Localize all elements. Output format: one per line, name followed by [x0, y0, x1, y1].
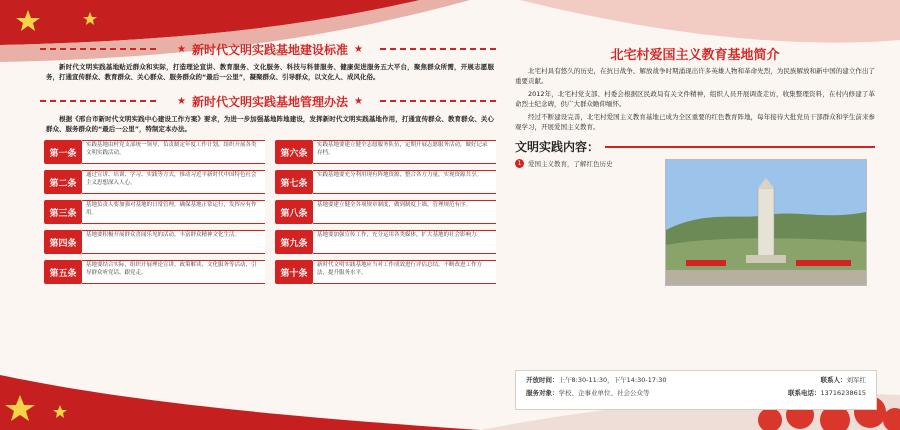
title-text: 新时代文明实践基地建设标准 — [191, 42, 348, 57]
rule-text: 基地负责人要加强对基地的日常管理，确保基地正常运行，发挥应有作用。 — [82, 200, 265, 224]
right-panel — [515, 40, 875, 410]
rule-tag: 第二条 — [44, 170, 82, 194]
rule-item — [44, 140, 265, 164]
title-decoration-right — [380, 48, 500, 50]
list-item — [515, 159, 655, 168]
intro-paragraph: 北宅村具有悠久的历史，在抗日战争、解放战争时期涌现出许多英雄人物和革命先烈，为民族解放和新中国的建立作出了重要贡献。 — [515, 67, 875, 85]
rule-item — [275, 260, 496, 284]
memorial-photo — [665, 159, 867, 286]
practice-content-header — [515, 138, 875, 155]
contact-phone: 联系电话：13716238615 — [788, 389, 866, 397]
rule-text: 通过宣讲、培训、学习、实践等方式，推动习近平新时代中国特色社会主义思想深入人心。 — [82, 170, 265, 194]
rule-tag: 第五条 — [44, 260, 82, 284]
rule-tag: 第七条 — [275, 170, 313, 194]
rule-tag: 第六条 — [275, 140, 313, 164]
rule-text: 基地要建立健全各项规章制度，做到制度上墙，管理规范有序。 — [313, 200, 496, 224]
service-target: 服务对象：学校、企事业单位、社会公众等 — [526, 389, 650, 397]
star-icon: ★ — [177, 43, 186, 55]
rule-tag: 第八条 — [275, 200, 313, 224]
rule-text: 实践基地要建立健全志愿服务队伍，定期开展志愿服务活动，做好记录存档。 — [313, 140, 496, 164]
memorial-illustration — [666, 160, 866, 285]
title-decoration-right — [380, 100, 500, 102]
item-text: 爱国主义教育，了解红色历史 — [528, 160, 613, 168]
standard-paragraph: 新时代文明实践基地贴近群众和实际，打造理论宣讲、教育服务、文化服务、科技与科普服务、健康促进服务五大平台，聚焦群众所需，开展志愿服务，打通宣传群众、教育群众、关心群众、服务群众的“最后一公里”，凝聚群众、引导群众，以文化人、成风化俗。 — [46, 63, 494, 81]
rule-text: 实践基地要充分利用现有阵地资源，整合各方力量，实现资源共享。 — [313, 170, 496, 194]
rule-text: 基地要加强宣传工作，充分运用各类媒体，扩大基地的社会影响力。 — [313, 230, 496, 254]
rule-tag: 第九条 — [275, 230, 313, 254]
rule-item — [275, 230, 496, 254]
section-title-rules — [40, 92, 500, 110]
info-box — [515, 370, 877, 410]
rule-item — [275, 140, 496, 164]
rule-text: 基地要积极开展群众喜闻乐见的活动，丰富群众精神文化生活。 — [82, 230, 265, 254]
rule-item — [275, 200, 496, 224]
header-rule — [605, 146, 875, 148]
info-row — [516, 384, 876, 397]
title-text: 新时代文明实践基地管理办法 — [191, 94, 348, 109]
rule-tag: 第四条 — [44, 230, 82, 254]
rule-item — [44, 260, 265, 284]
contact-person: 联系人：刘军红 — [820, 376, 866, 384]
intro-paragraph: 2012年，北宅村党支部、村委会根据区民政局有关文件精神，组织人员开展调查走访，收集整理资料，在村内修建了革命烈士纪念碑，供广大群众瞻仰缅怀。 — [515, 90, 875, 108]
open-hours: 开放时间：上午8:30-11:30，下午14:30-17:30 — [526, 376, 667, 384]
rule-item — [44, 170, 265, 194]
title-decoration-left — [40, 100, 160, 102]
rule-text: 基地要结合实际，组织开展理论宣讲、政策解读、文化服务等活动，引导群众听党话、跟党走。 — [82, 260, 265, 284]
practice-content-title: 文明实践内容： — [515, 140, 600, 154]
star-icon: ★ — [354, 43, 363, 55]
rule-item — [44, 230, 265, 254]
item-number: 1 — [515, 159, 524, 168]
rule-tag: 第一条 — [44, 140, 82, 164]
base-intro-title: 北宅村爱国主义教育基地简介 — [610, 48, 780, 63]
rule-text: 实践基地由村党支部统一领导，负责制定年度工作计划，组织开展各类文明实践活动。 — [82, 140, 265, 164]
rule-tag: 第十条 — [275, 260, 313, 284]
section-title-standard — [40, 40, 500, 58]
star-icon: ★ — [177, 95, 186, 107]
rules-intro-paragraph: 根据《邢台市新时代文明实践中心建设工作方案》要求，为进一步加强基地阵地建设，发挥新时代文明实践基地作用，打通宣传群众、教育群众、关心群众、服务群众的“最后一公里”，特制定本办法。 — [46, 115, 494, 133]
rule-text: 新时代文明实践基地应当对工作成效进行评估总结，不断改进工作方法，提升服务水平。 — [313, 260, 496, 284]
practice-content-list — [515, 159, 655, 286]
left-panel — [40, 40, 500, 410]
intro-paragraph: 经过不断建设完善，北宅村爱国主义教育基地已成为全区重要的红色教育阵地，每年接待大批党员干部群众和学生前来参观学习，开展爱国主义教育。 — [515, 113, 875, 131]
rules-grid — [40, 140, 500, 284]
rule-tag: 第三条 — [44, 200, 82, 224]
rule-item — [44, 200, 265, 224]
practice-content-body — [515, 159, 875, 286]
rule-item — [275, 170, 496, 194]
title-decoration-left — [40, 48, 160, 50]
info-row — [516, 371, 876, 384]
star-icon: ★ — [354, 95, 363, 107]
